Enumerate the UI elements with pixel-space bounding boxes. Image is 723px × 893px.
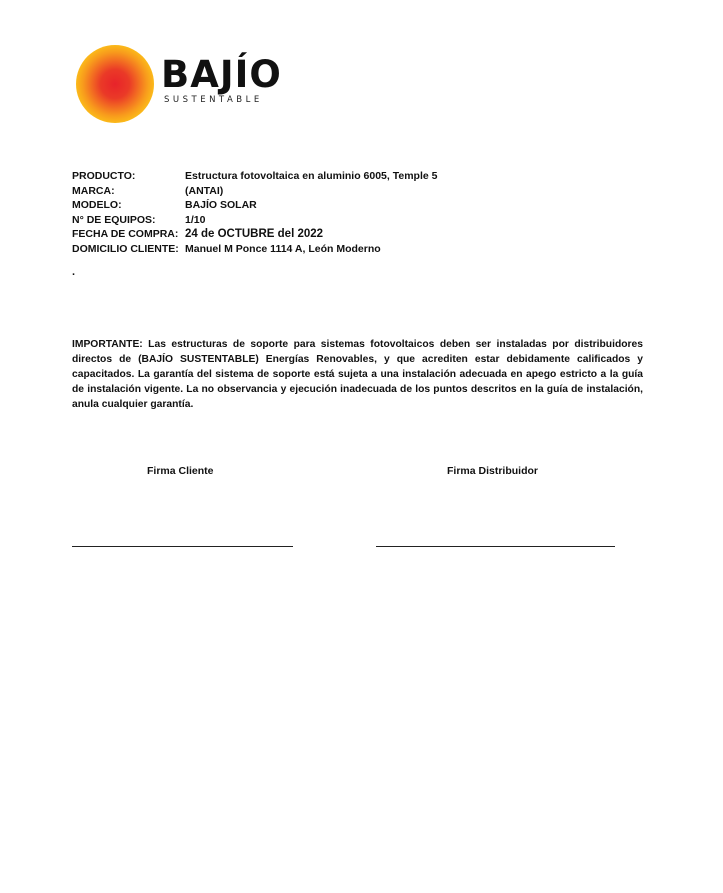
info-row-fecha: [72, 227, 632, 242]
logo-wordmark: BAJÍO: [161, 53, 282, 96]
bajio-logo: [76, 45, 296, 125]
info-label: PRODUCTO:: [72, 170, 136, 182]
info-row-equipos: [72, 213, 632, 228]
info-value: 1/10: [185, 213, 206, 226]
distributor-signature-line: [376, 546, 615, 547]
client-signature-label: Firma Cliente: [147, 465, 214, 477]
info-label: DOMICILIO CLIENTE:: [72, 242, 179, 255]
info-row-marca: [72, 184, 632, 199]
info-value: Manuel M Ponce 1114 A, León Moderno: [185, 242, 381, 255]
info-value: 24 de OCTUBRE del 2022: [185, 228, 324, 241]
separator-dot: .: [72, 266, 76, 278]
info-label: N° DE EQUIPOS:: [72, 213, 156, 226]
sun-logo-icon: [76, 45, 154, 123]
info-row-producto: [72, 169, 632, 184]
distributor-signature-label: Firma Distribuidor: [447, 465, 539, 477]
info-label: MARCA:: [72, 184, 115, 197]
product-info-table: [72, 169, 632, 257]
info-row-modelo: [72, 198, 632, 213]
info-value: (ANTAI): [185, 184, 224, 197]
info-value: Estructura fotovoltaica en aluminio 6005, Temple 5: [185, 170, 438, 182]
logo-tagline: SUSTENTABLE: [164, 95, 263, 105]
info-label: FECHA DE COMPRA:: [72, 228, 179, 241]
client-signature-line: [72, 546, 293, 547]
info-value: BAJÍO SOLAR: [185, 199, 257, 212]
important-notice: IMPORTANTE: Las estructuras de soporte para sistemas fotovoltaicos deben ser instaladas por distribuidores directos de (BAJÍO SUSTENTABLE) Energías Renovables, y que acrediten estar debidamente calificados y capacitados. La garantía del sistema de soporte está sujeta a una instalación adecuada en apego estricto a la guía de instalación vigente. La no observancia y ejecución inadecuada de los puntos descritos en la guía de instalación, anula cualquier garantía.: [72, 339, 643, 410]
info-row-domicilio: [72, 242, 632, 257]
info-label: MODELO:: [72, 199, 122, 212]
